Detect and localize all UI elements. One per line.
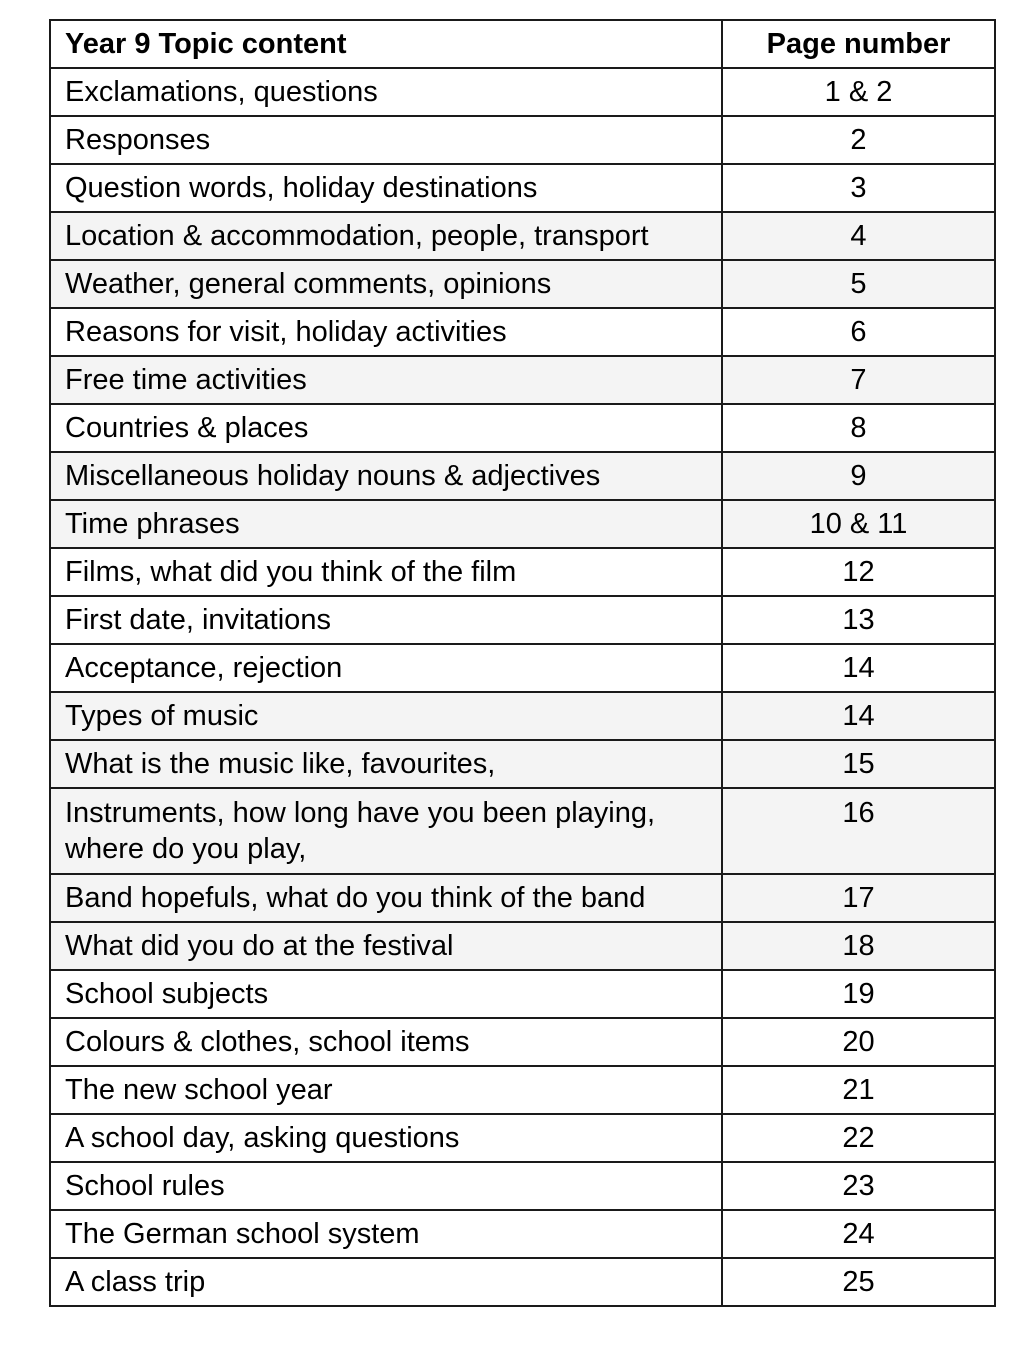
page-number-cell: 17 bbox=[722, 874, 995, 922]
topic-cell: The German school system bbox=[50, 1210, 722, 1258]
table-row bbox=[50, 1162, 995, 1210]
topic-cell: Countries & places bbox=[50, 404, 722, 452]
page-column-header: Page number bbox=[722, 20, 995, 68]
page-number-cell: 15 bbox=[722, 740, 995, 788]
page-number-cell: 8 bbox=[722, 404, 995, 452]
page-number-cell: 6 bbox=[722, 308, 995, 356]
table-row bbox=[50, 1258, 995, 1306]
topic-cell: Free time activities bbox=[50, 356, 722, 404]
topic-cell: Exclamations, questions bbox=[50, 68, 722, 116]
topic-cell: Question words, holiday destinations bbox=[50, 164, 722, 212]
page-number-cell: 10 & 11 bbox=[722, 500, 995, 548]
table-row bbox=[50, 68, 995, 116]
topic-cell: A school day, asking questions bbox=[50, 1114, 722, 1162]
table-row bbox=[50, 740, 995, 788]
table-row bbox=[50, 922, 995, 970]
table-row bbox=[50, 874, 995, 922]
table-row bbox=[50, 452, 995, 500]
topic-cell: Band hopefuls, what do you think of the band bbox=[50, 874, 722, 922]
topic-cell: Acceptance, rejection bbox=[50, 644, 722, 692]
page-number-cell: 14 bbox=[722, 692, 995, 740]
page-number-cell: 9 bbox=[722, 452, 995, 500]
table-row bbox=[50, 212, 995, 260]
page-number-cell: 13 bbox=[722, 596, 995, 644]
topic-cell: Types of music bbox=[50, 692, 722, 740]
topic-cell: Miscellaneous holiday nouns & adjectives bbox=[50, 452, 722, 500]
page-number-cell: 21 bbox=[722, 1066, 995, 1114]
page-number-cell: 25 bbox=[722, 1258, 995, 1306]
page-number-cell: 12 bbox=[722, 548, 995, 596]
topic-cell: Films, what did you think of the film bbox=[50, 548, 722, 596]
topic-cell: Responses bbox=[50, 116, 722, 164]
table-row bbox=[50, 404, 995, 452]
page-number-cell: 2 bbox=[722, 116, 995, 164]
page-number-cell: 23 bbox=[722, 1162, 995, 1210]
table-row bbox=[50, 308, 995, 356]
table-row bbox=[50, 1210, 995, 1258]
page-number-cell: 5 bbox=[722, 260, 995, 308]
topic-cell: School rules bbox=[50, 1162, 722, 1210]
table-row bbox=[50, 644, 995, 692]
topic-cell: What is the music like, favourites, bbox=[50, 740, 722, 788]
table-row bbox=[50, 500, 995, 548]
topic-cell: The new school year bbox=[50, 1066, 722, 1114]
topic-contents-table bbox=[49, 19, 996, 1307]
topic-cell: Reasons for visit, holiday activities bbox=[50, 308, 722, 356]
topic-cell: School subjects bbox=[50, 970, 722, 1018]
table-row bbox=[50, 1018, 995, 1066]
page-number-cell: 7 bbox=[722, 356, 995, 404]
table-row bbox=[50, 1114, 995, 1162]
topic-cell: A class trip bbox=[50, 1258, 722, 1306]
table-row bbox=[50, 260, 995, 308]
topic-line: where do you play, bbox=[65, 833, 307, 865]
page-number-cell: 3 bbox=[722, 164, 995, 212]
table-row bbox=[50, 788, 995, 874]
table-row bbox=[50, 548, 995, 596]
table-row bbox=[50, 970, 995, 1018]
table-row bbox=[50, 164, 995, 212]
topic-cell: Colours & clothes, school items bbox=[50, 1018, 722, 1066]
topic-column-header: Year 9 Topic content bbox=[50, 20, 722, 68]
page-number-cell: 4 bbox=[722, 212, 995, 260]
table-row bbox=[50, 692, 995, 740]
topic-cell: Time phrases bbox=[50, 500, 722, 548]
table-row bbox=[50, 596, 995, 644]
table-row bbox=[50, 116, 995, 164]
table-row bbox=[50, 356, 995, 404]
page-number-cell: 1 & 2 bbox=[722, 68, 995, 116]
page-number-cell: 16 bbox=[722, 788, 995, 874]
page-number-cell: 14 bbox=[722, 644, 995, 692]
topic-cell: Location & accommodation, people, transport bbox=[50, 212, 722, 260]
page-number-cell: 18 bbox=[722, 922, 995, 970]
topic-cell: Weather, general comments, opinions bbox=[50, 260, 722, 308]
table-row bbox=[50, 1066, 995, 1114]
topic-line: Instruments, how long have you been playing, bbox=[65, 797, 656, 829]
topic-cell: First date, invitations bbox=[50, 596, 722, 644]
header-row bbox=[50, 20, 995, 68]
topic-cell: What did you do at the festival bbox=[50, 922, 722, 970]
page-number-cell: 24 bbox=[722, 1210, 995, 1258]
page-number-cell: 22 bbox=[722, 1114, 995, 1162]
page-number-cell: 19 bbox=[722, 970, 995, 1018]
topic-cell bbox=[50, 788, 722, 874]
page-number-cell: 20 bbox=[722, 1018, 995, 1066]
